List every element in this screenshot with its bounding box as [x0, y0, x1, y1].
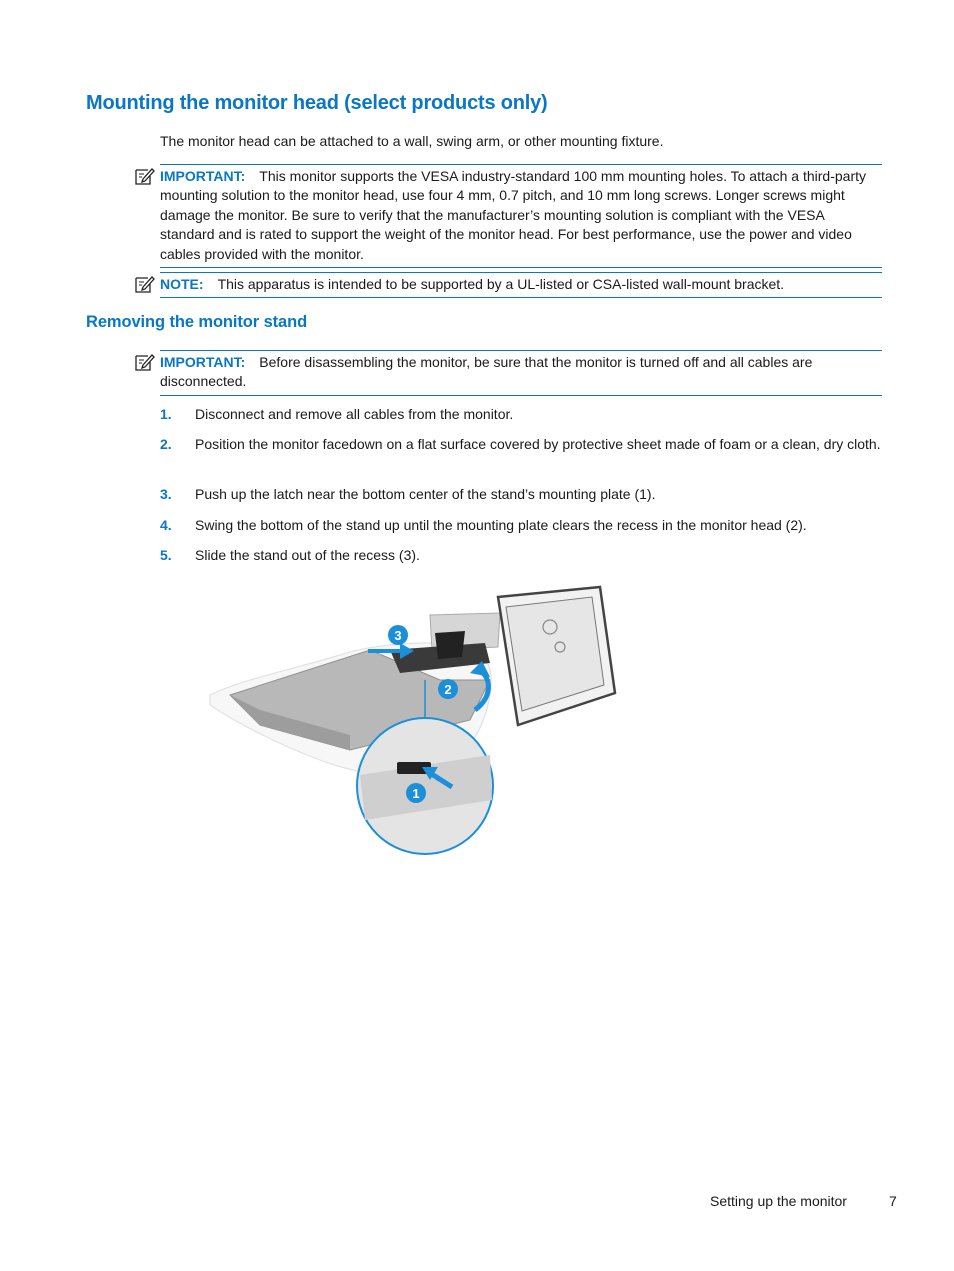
- important-text: This monitor supports the VESA industry-standard 100 mm mounting holes. To attach a third-party mounting solution to the monitor head, use four 4 mm, 0.7 pitch, and 10 mm long screws. Longer screws might damage the monitor. Be sure to verify that the manufacturer’s mounting solution is compliant with the VESA standard and is rated to support the weight of the monitor head. For best performance, use the power and video cables provided with the monitor.: [160, 168, 867, 262]
- note-pencil-icon: [135, 167, 155, 185]
- important-notice-disassembly: [160, 350, 882, 396]
- step-text: Push up the latch near the bottom center of the stand’s mounting plate (1).: [195, 486, 656, 502]
- footer-page-number: 7: [889, 1193, 897, 1209]
- page-heading: Mounting the monitor head (select products only): [86, 92, 548, 114]
- stand-removal-illustration: [200, 585, 620, 860]
- step-text: Position the monitor facedown on a flat surface covered by protective sheet made of foam or a clean, dry cloth.: [195, 436, 881, 452]
- note-label: NOTE:: [160, 276, 204, 292]
- intro-text: The monitor head can be attached to a wall, swing arm, or other mounting fixture.: [160, 133, 664, 149]
- section-subheading: Removing the monitor stand: [86, 313, 308, 331]
- important-label: IMPORTANT:: [160, 354, 246, 370]
- note-notice-wall-mount: [160, 272, 882, 298]
- step-number: 4.: [160, 517, 172, 533]
- step-number: 2.: [160, 436, 172, 452]
- note-pencil-icon: [135, 353, 155, 371]
- callout-3-label: 3: [394, 628, 402, 643]
- note-pencil-icon: [135, 275, 155, 293]
- important-notice-vesa: [160, 164, 882, 268]
- note-text: This apparatus is intended to be supported by a UL-listed or CSA-listed wall-mount bracket.: [217, 276, 785, 292]
- step-number: 1.: [160, 406, 172, 422]
- stand-neck: [435, 631, 465, 659]
- step-number: 3.: [160, 486, 172, 502]
- important-text: Before disassembling the monitor, be sure that the monitor is turned off and all cables are disconnected.: [160, 354, 813, 390]
- callout-2-label: 2: [444, 682, 452, 697]
- callout-1-label: 1: [412, 786, 420, 801]
- footer-section-title: Setting up the monitor: [710, 1193, 847, 1209]
- step-text: Swing the bottom of the stand up until the mounting plate clears the recess in the monitor head (2).: [195, 517, 807, 533]
- step-text: Disconnect and remove all cables from the monitor.: [195, 406, 514, 422]
- step-text: Slide the stand out of the recess (3).: [195, 547, 420, 563]
- step-number: 5.: [160, 547, 172, 563]
- important-label: IMPORTANT:: [160, 168, 246, 184]
